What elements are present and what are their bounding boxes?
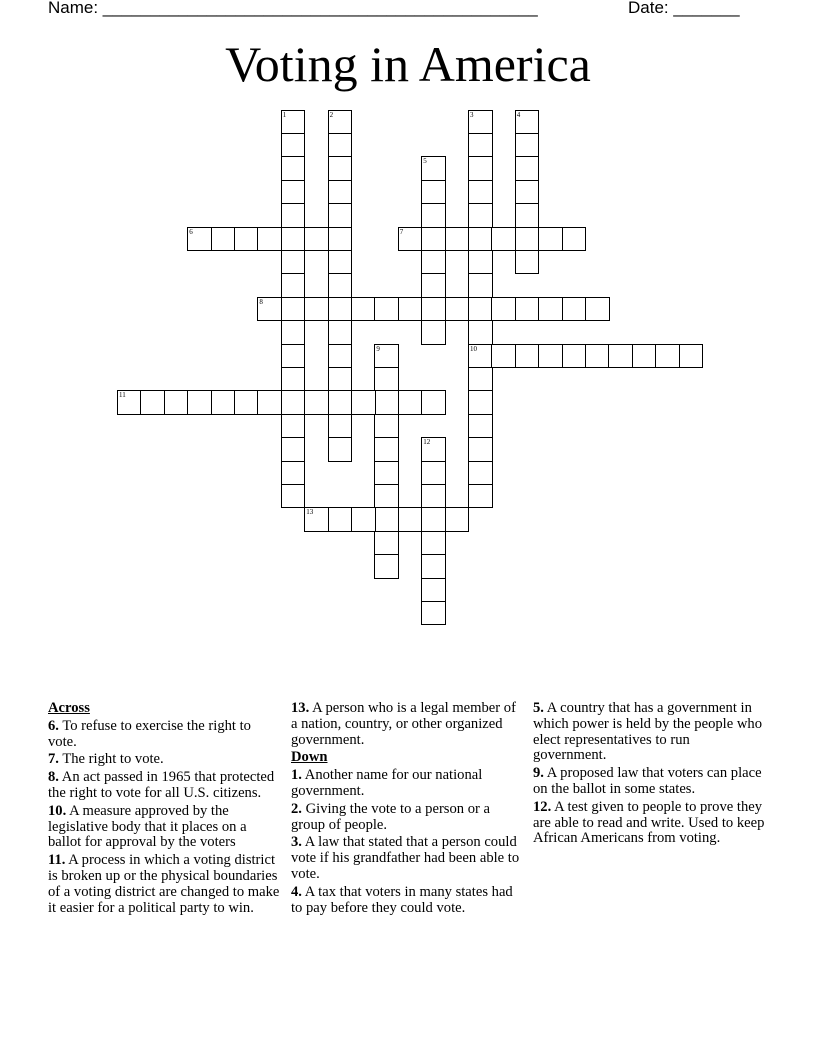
grid-cell[interactable]: [468, 110, 493, 135]
grid-cell[interactable]: [421, 203, 446, 228]
across-clue-8: 8. An act passed in 1965 that protected the right to vote for all U.S. citizens.: [48, 769, 275, 801]
grid-cell[interactable]: [351, 507, 376, 532]
grid-cell[interactable]: [328, 133, 353, 158]
grid-cell[interactable]: [421, 156, 446, 181]
puzzle-title: Voting in America: [225, 36, 591, 92]
grid-cell[interactable]: [374, 531, 399, 556]
grid-cell[interactable]: [328, 250, 353, 275]
grid-cell[interactable]: [374, 554, 399, 579]
grid-cell[interactable]: [445, 297, 470, 322]
grid-cell[interactable]: [491, 297, 516, 322]
grid-cell[interactable]: [468, 133, 493, 158]
grid-cell[interactable]: [281, 297, 306, 322]
grid-cell[interactable]: [374, 367, 399, 392]
grid-cell[interactable]: [491, 227, 516, 252]
grid-cell[interactable]: [304, 390, 329, 415]
grid-cell[interactable]: [328, 390, 353, 415]
grid-cell[interactable]: [468, 344, 493, 369]
across-clue-10: 10. A measure approved by the legislative body that it places on a ballot for approval by the voters: [48, 802, 247, 851]
grid-cell[interactable]: [421, 273, 446, 298]
grid-cell[interactable]: [257, 390, 282, 415]
grid-cell[interactable]: [538, 227, 563, 252]
grid-cell[interactable]: [515, 297, 540, 322]
across-heading: Across: [48, 700, 90, 716]
grid-cell-number: 5: [423, 157, 427, 166]
down-heading: Down: [291, 749, 328, 766]
grid-cell[interactable]: [421, 554, 446, 579]
grid-cell[interactable]: [515, 250, 540, 275]
grid-cell[interactable]: [421, 578, 446, 603]
across-clue-11: 11. A process in which a voting district is broken up or the physical boundaries of a voting district are changed to make it easier for a political party to win.: [48, 852, 280, 916]
grid-cell[interactable]: [328, 227, 353, 252]
grid-cell[interactable]: [328, 180, 353, 205]
grid-cell[interactable]: [187, 227, 212, 252]
grid-cell[interactable]: [140, 390, 165, 415]
grid-cell[interactable]: [281, 203, 306, 228]
grid-cell[interactable]: [281, 344, 306, 369]
grid-cell[interactable]: [328, 297, 353, 322]
grid-cell[interactable]: [257, 227, 282, 252]
grid-cell[interactable]: [538, 297, 563, 322]
grid-cell[interactable]: [304, 507, 329, 532]
grid-cell[interactable]: [468, 297, 493, 322]
name-field-label[interactable]: Name: ______________________________________________: [48, 0, 538, 17]
grid-cell[interactable]: [328, 156, 353, 181]
grid-cell[interactable]: [374, 344, 399, 369]
grid-cell-number: 4: [516, 110, 521, 119]
grid-cell[interactable]: [421, 461, 446, 486]
grid-cell[interactable]: [257, 297, 282, 322]
grid-cell[interactable]: [468, 320, 493, 345]
grid-cell[interactable]: [281, 180, 306, 205]
grid-cell[interactable]: [328, 273, 353, 298]
grid-cell[interactable]: [304, 227, 329, 252]
grid-cell[interactable]: [468, 250, 493, 275]
grid-cell[interactable]: [421, 180, 446, 205]
grid-cell[interactable]: [515, 227, 540, 252]
grid-cell[interactable]: [562, 344, 587, 369]
grid-cell[interactable]: [187, 390, 212, 415]
grid-cell-number: 1: [282, 110, 287, 119]
down-clue-9: 9. A proposed law that voters can place on the ballot in some states.: [533, 765, 762, 797]
grid-cell[interactable]: [515, 156, 540, 181]
grid-cell-number: 11: [119, 391, 126, 400]
grid-cell[interactable]: [374, 437, 399, 462]
across-clue-7: 7. The right to vote.: [48, 751, 164, 768]
grid-cell[interactable]: [421, 250, 446, 275]
grid-cell[interactable]: [351, 390, 376, 415]
grid-cell-number: 2: [329, 110, 334, 119]
down-clue-2: 2. Giving the vote to a person or a group of people.: [291, 800, 491, 833]
grid-cell[interactable]: [585, 344, 610, 369]
grid-cell[interactable]: [515, 110, 540, 135]
grid-cell[interactable]: [585, 297, 610, 322]
grid-cell[interactable]: [679, 344, 704, 369]
down-clue-3: 3. A law that stated that a person could vote if his grandfather had been able to vote.: [291, 834, 520, 882]
grid-cell[interactable]: [445, 227, 470, 252]
grid-cell[interactable]: [562, 227, 587, 252]
grid-cell[interactable]: [211, 390, 236, 415]
date-field-label[interactable]: Date: _______: [628, 0, 740, 17]
grid-cell[interactable]: [328, 367, 353, 392]
grid-cell[interactable]: [421, 507, 446, 532]
grid-cell[interactable]: [281, 273, 306, 298]
grid-cell-number: 10: [470, 344, 477, 353]
grid-cell[interactable]: [421, 390, 446, 415]
down-clue-1: 1. Another name for our national government.: [291, 767, 483, 799]
grid-cell[interactable]: [281, 110, 306, 135]
grid-cell[interactable]: [491, 344, 516, 369]
grid-cell[interactable]: [655, 344, 680, 369]
grid-cell[interactable]: [515, 203, 540, 228]
grid-cell[interactable]: [374, 507, 399, 532]
grid-cell[interactable]: [281, 250, 306, 275]
grid-cell-number: 13: [306, 508, 314, 517]
grid-cell[interactable]: [445, 507, 470, 532]
grid-cell[interactable]: [421, 601, 446, 626]
grid-cell[interactable]: [515, 344, 540, 369]
grid-cell[interactable]: [281, 133, 306, 158]
grid-cell[interactable]: [281, 461, 306, 486]
grid-cell[interactable]: [281, 414, 306, 439]
grid-cell[interactable]: [281, 156, 306, 181]
grid-cell[interactable]: [515, 180, 540, 205]
grid-cell[interactable]: [398, 507, 423, 532]
down-clue-5: 5. A country that has a government in which power is held by the people who elect representatives to run government.: [533, 700, 762, 764]
grid-cell[interactable]: [468, 180, 493, 205]
grid-cell[interactable]: [468, 203, 493, 228]
grid-cell[interactable]: [468, 227, 493, 252]
grid-cell[interactable]: [562, 297, 587, 322]
grid-cell[interactable]: [421, 484, 446, 509]
grid-cell[interactable]: [468, 390, 493, 415]
grid-cell[interactable]: [468, 156, 493, 181]
grid-cell[interactable]: [234, 227, 259, 252]
grid-cell[interactable]: [398, 227, 423, 252]
grid-cell[interactable]: [398, 297, 423, 322]
grid-cell[interactable]: [468, 367, 493, 392]
grid-cell[interactable]: [632, 344, 657, 369]
grid-cell[interactable]: [374, 297, 399, 322]
grid-cell[interactable]: [351, 297, 376, 322]
grid-cell[interactable]: [281, 227, 306, 252]
grid-cell[interactable]: [468, 461, 493, 486]
grid-cell[interactable]: [328, 320, 353, 345]
grid-cell-number: 3: [470, 110, 474, 119]
grid-cell[interactable]: [374, 484, 399, 509]
grid-cell-number: 8: [259, 297, 263, 306]
grid-cell-number: 9: [376, 344, 380, 353]
grid-cell[interactable]: [281, 367, 306, 392]
grid-cell[interactable]: [328, 414, 353, 439]
grid-cell[interactable]: [608, 344, 633, 369]
grid-cell[interactable]: [374, 390, 399, 415]
grid-cell[interactable]: [328, 110, 353, 135]
clue-column-1: [48, 701, 280, 918]
grid-cell[interactable]: [421, 531, 446, 556]
grid-cell[interactable]: [281, 484, 306, 509]
grid-cell[interactable]: [234, 390, 259, 415]
grid-cell[interactable]: [328, 437, 353, 462]
grid-cell[interactable]: [421, 227, 446, 252]
grid-cell[interactable]: [281, 437, 306, 462]
across-clue-13: 13. A person who is a legal member of a nation, country, or other organized government.: [291, 700, 516, 748]
grid-cell[interactable]: [281, 390, 306, 415]
grid-cell-number: 7: [399, 227, 404, 236]
grid-cell[interactable]: [328, 203, 353, 228]
down-clue-4: 4. A tax that voters in many states had to pay before they could vote.: [291, 883, 513, 916]
grid-cell[interactable]: [374, 414, 399, 439]
grid-cell[interactable]: [468, 437, 493, 462]
across-clue-6: 6. To refuse to exercise the right to vote.: [48, 717, 251, 750]
grid-cell[interactable]: [468, 414, 493, 439]
grid-cell[interactable]: [421, 297, 446, 322]
grid-cell[interactable]: [421, 437, 446, 462]
grid-cell[interactable]: [304, 297, 329, 322]
grid-cell[interactable]: [164, 390, 189, 415]
grid-cell[interactable]: [211, 227, 236, 252]
grid-cell[interactable]: [421, 320, 446, 345]
grid-cell[interactable]: [328, 344, 353, 369]
grid-cell-number: 6: [189, 227, 193, 236]
grid-cell[interactable]: [374, 461, 399, 486]
grid-cell[interactable]: [117, 390, 142, 415]
grid-cell-number: 12: [423, 438, 431, 447]
grid-cell[interactable]: [328, 507, 353, 532]
clue-column-2: [291, 701, 523, 918]
grid-cell[interactable]: [515, 133, 540, 158]
grid-cell[interactable]: [468, 484, 493, 509]
grid-cell[interactable]: [538, 344, 563, 369]
grid-cell[interactable]: [398, 390, 423, 415]
grid-cell[interactable]: [281, 320, 306, 345]
grid-cell[interactable]: [468, 273, 493, 298]
clue-column-3: [533, 701, 765, 849]
down-clue-12: 12. A test given to people to prove they are able to read and write. Used to keep African Americans from voting.: [533, 798, 765, 847]
